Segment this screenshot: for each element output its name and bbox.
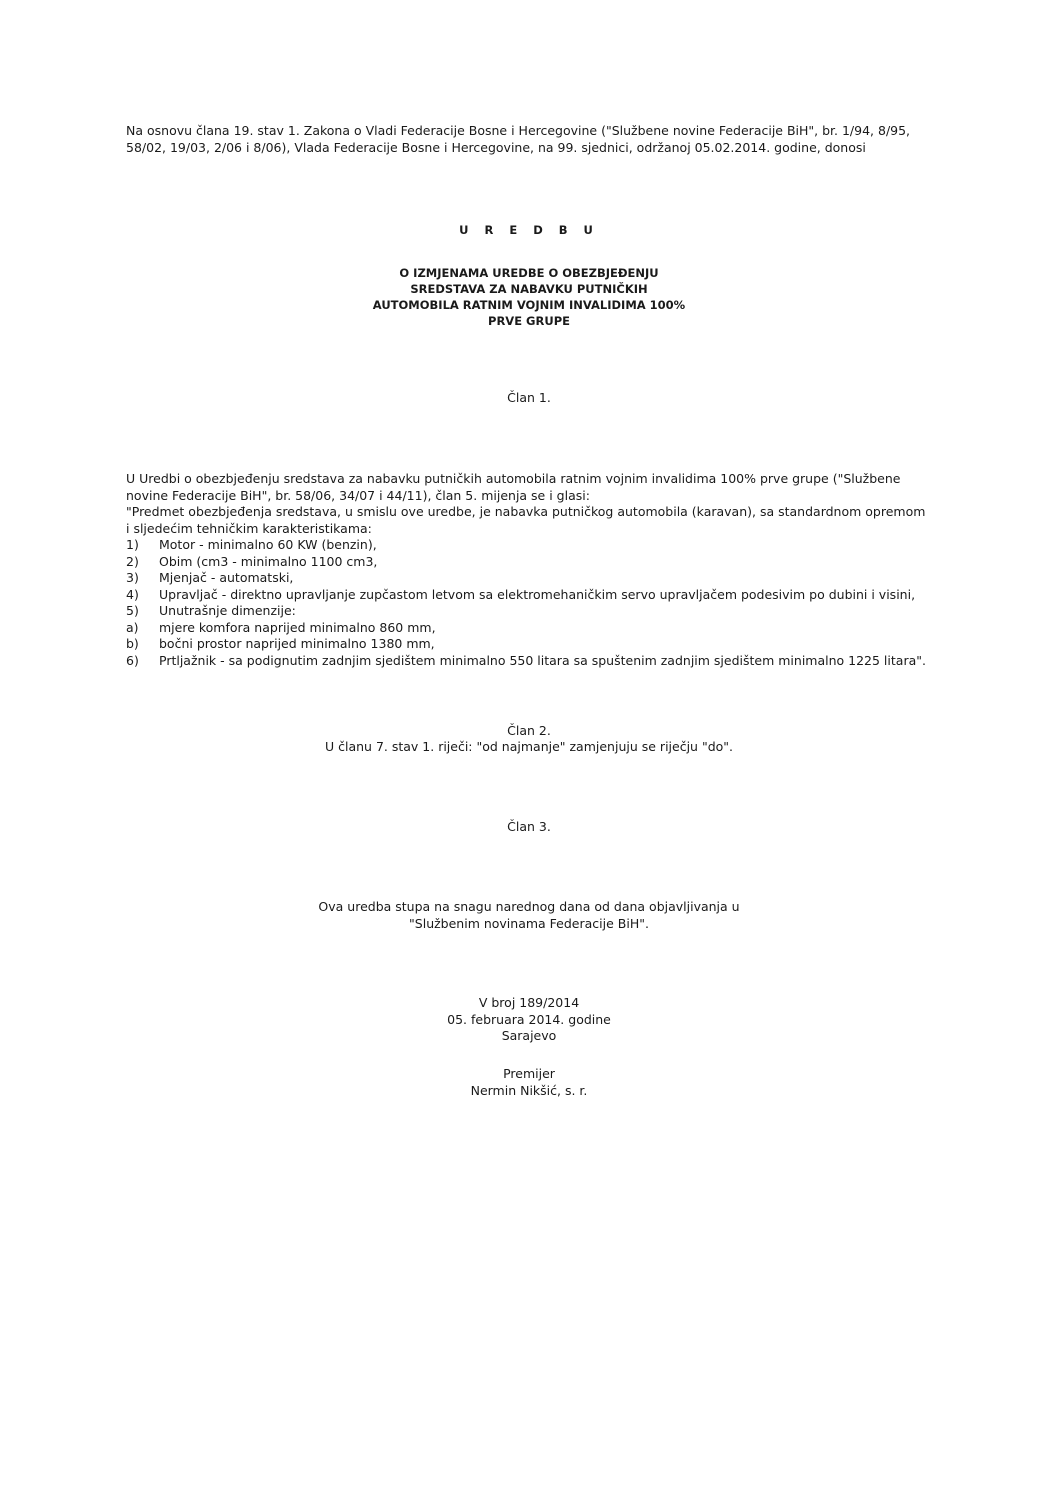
article-1-quote-start: "Predmet obezbjeđenja sredstava, u smislu ove uredbe, je nabavka putničkog automobila (karavan), sa standardnom opremom i sljedećim tehničkim karakteristikama: xyxy=(126,504,926,536)
subtitle-line: PRVE GRUPE xyxy=(488,314,570,328)
list-text: bočni prostor naprijed minimalno 1380 mm, xyxy=(159,636,435,651)
article-2-heading: Član 2. xyxy=(507,723,551,738)
list-item xyxy=(126,620,926,637)
document-number: V broj 189/2014 xyxy=(478,995,580,1010)
document-title: U R E D B U xyxy=(459,223,599,237)
list-marker: 4) xyxy=(126,586,139,602)
list-item xyxy=(126,653,926,670)
article-3-heading: Član 3. xyxy=(507,819,551,834)
article-1-heading: Član 1. xyxy=(507,390,551,405)
list-text: Unutrašnje dimenzije: xyxy=(159,603,296,618)
article-2-text: U članu 7. stav 1. riječi: "od najmanje" zamjenjuju se riječju "do". xyxy=(325,739,733,754)
list-marker: a) xyxy=(126,619,139,635)
article-1-body xyxy=(126,471,926,669)
list-text: Upravljač - direktno upravljanje zupčastom letvom sa elektromehaničkim servo upravljačem podesivim po dubini i visini, xyxy=(159,586,916,602)
list-item xyxy=(126,537,926,554)
signatory-name: Nermin Nikšić, s. r. xyxy=(470,1082,588,1098)
list-marker: 3) xyxy=(126,570,139,585)
signatory-role: Premijer xyxy=(503,1066,555,1081)
list-text: Prtljažnik - sa podignutim zadnjim sjedištem minimalno 550 litara sa spuštenim zadnjim sjedištem minimalno 1225 litara". xyxy=(159,652,926,668)
list-marker: 6) xyxy=(126,652,139,668)
list-text: mjere komfora naprijed minimalno 860 mm, xyxy=(159,619,436,635)
list-item xyxy=(126,636,926,653)
subtitle-line: AUTOMOBILA RATNIM VOJNIM INVALIDIMA 100% xyxy=(372,298,686,312)
preamble-paragraph: Na osnovu člana 19. stav 1. Zakona o Vladi Federacije Bosne i Hercegovine ("Službene novine Federacije BiH", br. 1/94, 8/95, 58/02, 19/03, 2/06 i 8/06), Vlada Federacije Bosne i Hercegovine, na 99. sjednici, održanoj 05.02.2014. godine, donosi xyxy=(126,123,911,155)
list-marker: 1) xyxy=(126,537,139,552)
subtitle-line: SREDSTAVA ZA NABAVKU PUTNIČKIH xyxy=(410,282,648,296)
document-place: Sarajevo xyxy=(501,1028,557,1043)
signature-block xyxy=(0,1066,1058,1099)
list-text: Obim (cm3 - minimalno 1100 cm3, xyxy=(159,553,378,569)
list-marker: 2) xyxy=(126,553,139,569)
subtitle-line: O IZMJENAMA UREDBE O OBEZBJEĐENJU xyxy=(399,266,659,280)
list-item xyxy=(126,587,926,604)
document-date: 05. februara 2014. godine xyxy=(447,1011,611,1027)
article-1-intro: U Uredbi o obezbjeđenju sredstava za nabavku putničkih automobila ratnim vojnim invalidima 100% prve grupe ("Službene novine Federacije BiH", br. 58/06, 34/07 i 44/11), član 5. mijenja se i glasi: xyxy=(126,471,901,503)
list-item xyxy=(126,554,926,571)
list-text: Motor - minimalno 60 KW (benzin), xyxy=(159,537,377,552)
article-3-text xyxy=(0,899,1058,932)
list-item xyxy=(126,603,926,620)
list-item xyxy=(126,570,926,587)
article-3-text-line: Ova uredba stupa na snagu narednog dana od dana objavljivanja u xyxy=(318,899,740,914)
article-3-text-line: "Službenim novinama Federacije BiH". xyxy=(409,915,649,931)
list-marker: b) xyxy=(126,636,139,651)
list-marker: 5) xyxy=(126,603,139,618)
issuance-block xyxy=(0,995,1058,1045)
list-text: Mjenjač - automatski, xyxy=(159,570,294,585)
document-subtitle xyxy=(0,265,1058,329)
